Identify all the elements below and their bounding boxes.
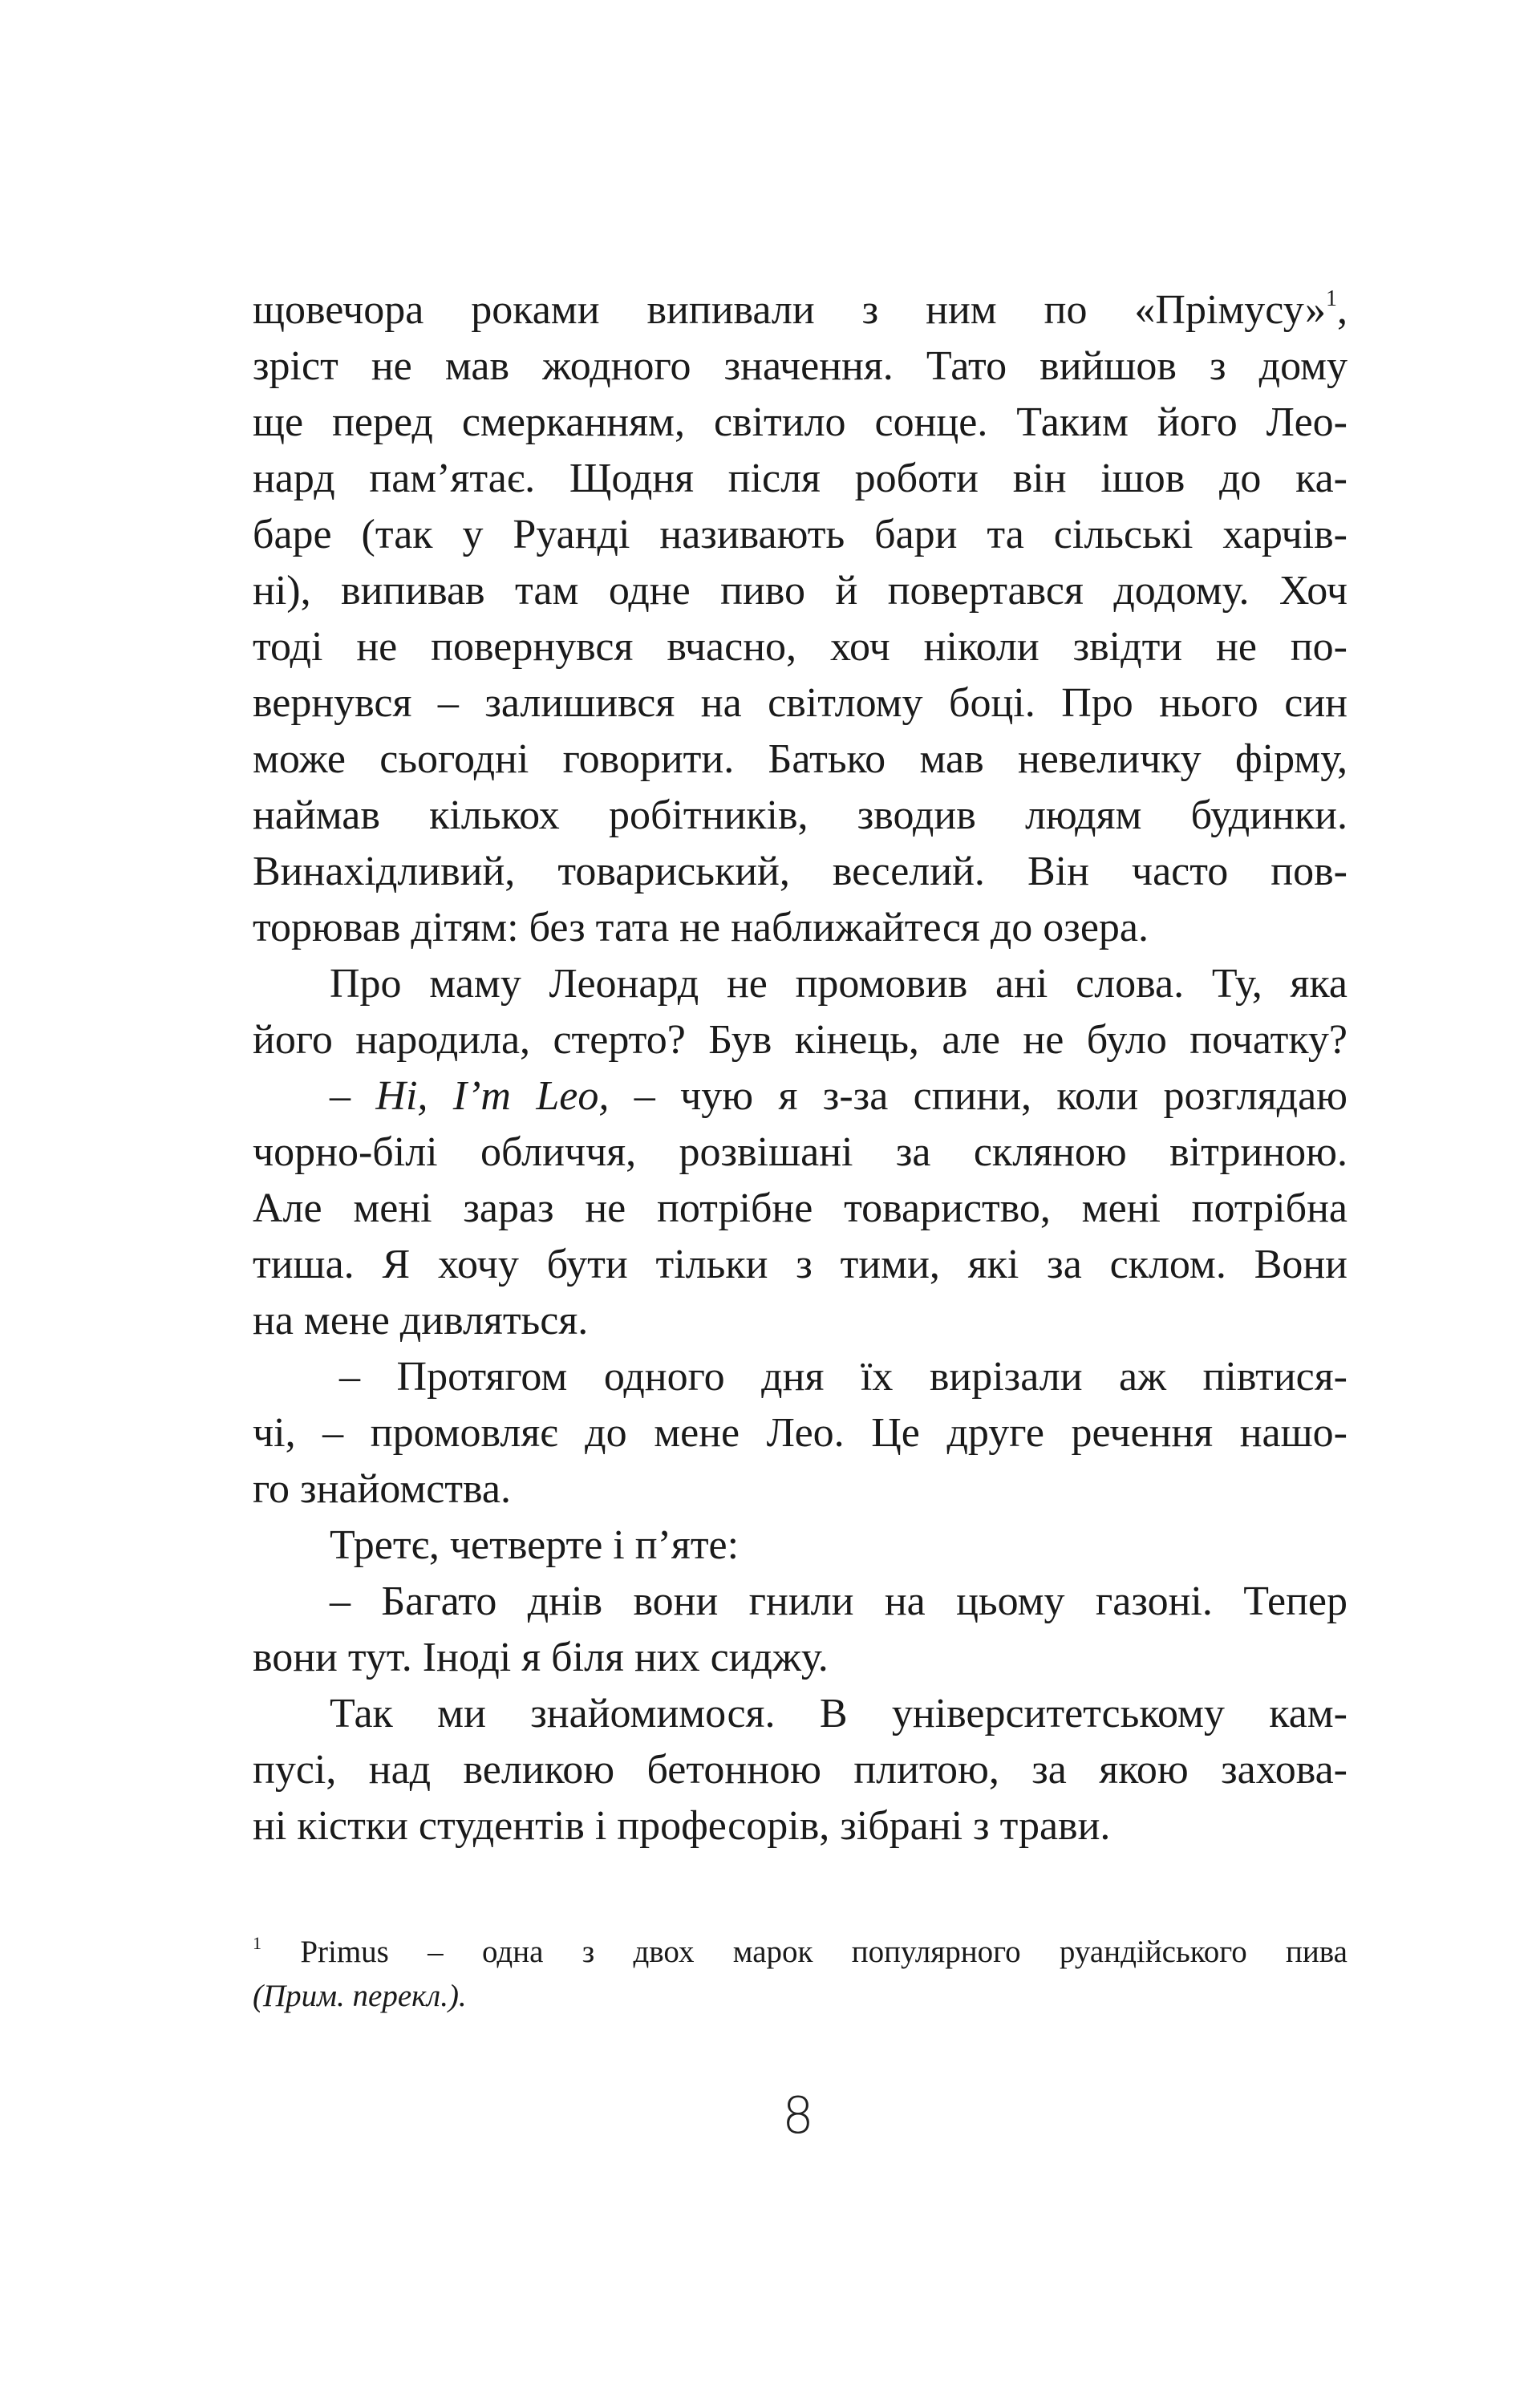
body-line-6: ні), випивав там одне пиво й повертався додому. Хоч: [253, 568, 1348, 614]
body-line-28: ні кістки студентів і професорів, зібрані з трави.: [253, 1803, 1111, 1849]
line-text: щовечора роками випивали з ним по «Прімусу»: [253, 287, 1326, 333]
page-number: 8: [782, 2086, 814, 2145]
body-line-15: [330, 1068, 1348, 1125]
body-line-21: чі, – промовляє до мене Лео. Це друге речення нашо-: [253, 1410, 1348, 1456]
body-line-18: тиша. Я хочу бути тільки з тими, які за склом. Вони: [253, 1242, 1348, 1287]
body-line-24: – Багато днів вони гнили на цьому газоні. Тепер: [330, 1578, 1348, 1624]
body-line-25: вони тут. Іноді я біля них сиджу.: [253, 1635, 829, 1680]
dash: –: [330, 1073, 376, 1119]
body-line-2: зріст не мав жодного значення. Тато вийшов з дому: [253, 343, 1348, 389]
body-line-9: може сьогодні говорити. Батько мав невеличку фірму,: [253, 736, 1348, 782]
body-line-8: вернувся – залишився на світлому боці. Про нього син: [253, 680, 1348, 726]
body-line-23: Третє, четверте і п’яте:: [330, 1522, 740, 1568]
body-line-3: ще перед смерканням, світило сонце. Таким його Лео-: [253, 399, 1348, 445]
body-line-16: чорно-білі обличчя, розвішані за скляною вітриною.: [253, 1129, 1348, 1175]
body-line-1: [253, 282, 1348, 338]
line-text: – чую я з-за спини, коли розглядаю: [609, 1073, 1348, 1119]
body-line-17: Але мені зараз не потрібне товариство, мені потрібна: [253, 1185, 1348, 1231]
footnote-ref[interactable]: 1: [1326, 286, 1337, 311]
body-line-26: Так ми знайомимося. В університетському кам-: [330, 1691, 1348, 1736]
body-line-20: – Протягом одного дня їх вирізали аж півтися-: [339, 1354, 1348, 1400]
footnote-line-1: [253, 1930, 1348, 1974]
body-line-14: його народила, стерто? Був кінець, але не було початку?: [253, 1017, 1348, 1063]
body-line-5: баре (так у Руанді називають бари та сільські харчів-: [253, 512, 1348, 557]
footnote-marker: 1: [253, 1933, 261, 1953]
body-line-10: наймав кількох робітників, зводив людям будинки.: [253, 792, 1348, 838]
body-line-11: Винахідливий, товариський, веселий. Він часто пов-: [253, 849, 1348, 894]
body-line-22: го знайомства.: [253, 1466, 511, 1512]
footnote-line-2: (Прим. перекл.).: [253, 1979, 467, 2013]
body-line-27: пусі, над великою бетонною плитою, за якою захова-: [253, 1747, 1348, 1793]
footnote-text: Primus – одна з двох марок популярного руандійського пива: [261, 1935, 1348, 1969]
body-line-7: тоді не повернувся вчасно, хоч ніколи звідти не по-: [253, 624, 1348, 670]
body-line-4: нард пам’ятає. Щодня після роботи він ішов до ка-: [253, 456, 1348, 501]
body-line-12: торював дітям: без тата не наближайтеся до озера.: [253, 905, 1149, 950]
line-punct: ,: [1337, 287, 1348, 333]
italic-phrase: Hi, I’m Leo,: [375, 1073, 610, 1119]
body-line-13: Про маму Леонард не промовив ані слова. Ту, яка: [330, 961, 1348, 1007]
body-line-19: на мене дивляться.: [253, 1298, 589, 1343]
